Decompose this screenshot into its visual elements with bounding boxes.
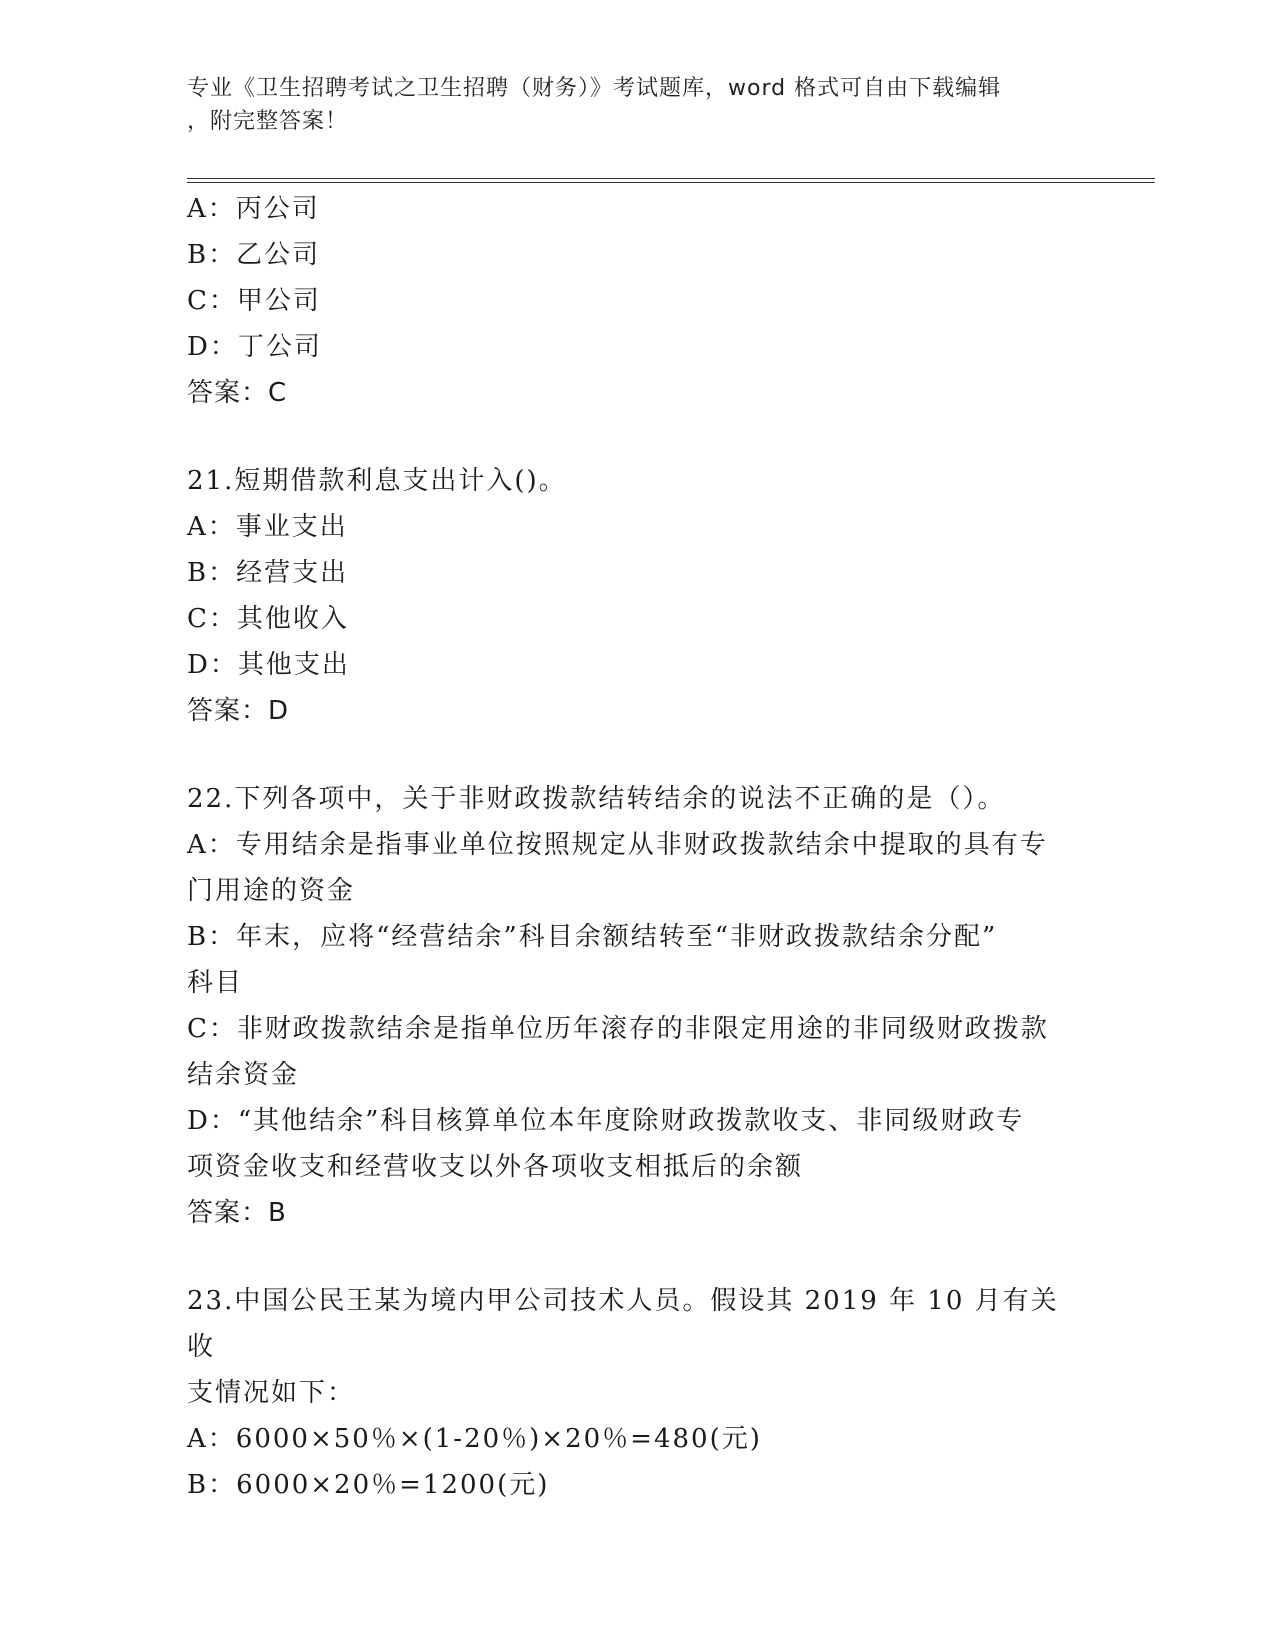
question-23-block: [187, 1278, 1067, 1508]
option-a-line-2: 门用途的资金: [187, 876, 356, 906]
option-a-line-1: A：专用结余是指事业单位按照规定从非财政拨款结余中提取的具有专: [187, 830, 1048, 860]
header-divider-top: [187, 178, 1155, 179]
answer: 答案：D: [187, 696, 290, 726]
option-d-line-1: D：“其他结余”科目核算单位本年度除财政拨款收支、非同级财政专: [187, 1106, 1025, 1136]
option-c: C：其他收入: [187, 604, 349, 634]
question-text-line-1: 23.中国公民王某为境内甲公司技术人员。假设其 2019 年 10 月有关收: [187, 1286, 1059, 1362]
question-22-block: [187, 776, 1067, 1236]
question-text: 21.短期借款利息支出计入()。: [187, 466, 567, 496]
option-b: B：经营支出: [187, 558, 349, 588]
document-header: [187, 72, 1067, 138]
option-b: B：6000×20％=1200(元): [187, 1470, 550, 1500]
option-d: D：其他支出: [187, 650, 350, 680]
option-c-line-2: 结余资金: [187, 1060, 300, 1090]
option-c-line-1: C：非财政拨款结余是指单位历年滚存的非限定用途的非同级财政拨款: [187, 1014, 1049, 1044]
question-21-block: [187, 458, 1067, 734]
spacer: [187, 416, 1067, 458]
question-20-block: [187, 186, 1067, 416]
question-text: 22.下列各项中，关于非财政拨款结转结余的说法不正确的是（）。: [187, 784, 1006, 814]
answer: 答案：C: [187, 378, 288, 408]
option-d-line-2: 项资金收支和经营收支以外各项收支相抵后的余额: [187, 1152, 804, 1182]
spacer: [187, 1236, 1067, 1278]
header-divider-bottom: [187, 182, 1155, 183]
option-a: A：6000×50％×(1-20％)×20％=480(元): [187, 1424, 762, 1454]
header-line-1: 专业《卫生招聘考试之卫生招聘（财务）》考试题库，word 格式可自由下载编辑: [187, 76, 1002, 101]
spacer: [187, 734, 1067, 776]
option-b: B：乙公司: [187, 240, 321, 270]
header-line-2: ，附完整答案！: [187, 109, 349, 134]
option-c: C：甲公司: [187, 286, 321, 316]
option-b-line-2: 科目: [187, 968, 244, 998]
question-text-line-2: 支情况如下：: [187, 1378, 356, 1408]
option-b-line-1: B：年末，应将“经营结余”科目余额结转至“非财政拨款结余分配”: [187, 922, 998, 952]
question-content: [187, 186, 1067, 1508]
option-a: A：事业支出: [187, 512, 348, 542]
answer: 答案：B: [187, 1198, 287, 1228]
option-d: D：丁公司: [187, 332, 322, 362]
option-a: A：丙公司: [187, 194, 320, 224]
